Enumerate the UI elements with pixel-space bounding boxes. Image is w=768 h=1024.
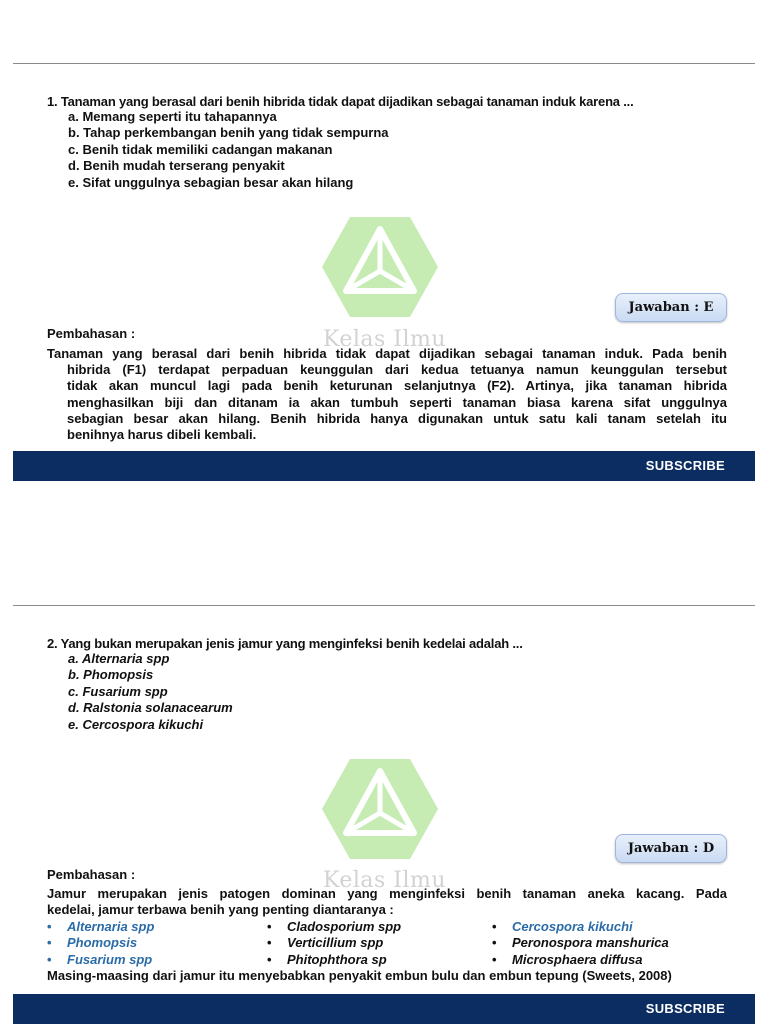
discussion-label-2: Pembahasan :	[47, 867, 136, 882]
fungi-item: • Alternaria spp	[47, 919, 155, 934]
subscribe-button[interactable]: SUBSCRIBE	[645, 1001, 725, 1016]
middle-divider	[13, 605, 755, 606]
fungi-item: • Cladosporium spp	[267, 919, 402, 934]
fungi-item: • Phomopsis	[47, 935, 138, 951]
option-e[interactable]: e. Sifat unggulnya sebagian besar akan hilang	[68, 174, 354, 190]
fungi-name: Fusarium spp	[67, 951, 153, 967]
fungi-list	[47, 919, 737, 969]
option-c[interactable]: c. Benih tidak memiliki cadangan makanan	[68, 141, 333, 157]
subscribe-bar-2	[13, 994, 755, 1024]
discussion-label-1: Pembahasan :	[47, 326, 136, 341]
option-d[interactable]: d. Benih mudah terserang penyakit	[68, 158, 285, 174]
options-list-1	[68, 109, 389, 191]
fungi-name: Cercospora kikuchi	[512, 919, 633, 934]
discussion-line: kedelai, jamur terbawa benih yang penting diantaranya :	[47, 902, 394, 918]
discussion-line: Jamur merupakan jenis patogen dominan yang menginfeksi benih tanaman aneka kacang. Pada	[47, 886, 727, 901]
fungi-item: • Phitophthora sp	[267, 951, 387, 967]
watermark-text: Kelas Ilmu	[323, 868, 447, 893]
discussion-line: tidak akan muncul lagi pada benih keturunan selanjutnya (F2). Artinya, jika tanaman hibrida	[67, 378, 727, 394]
question-2: 2. Yang bukan merupakan jenis jamur yang menginfeksi benih kedelai adalah ...	[47, 636, 523, 651]
kelas-ilmu-logo-icon	[322, 757, 438, 861]
fungi-item: • Fusarium spp	[47, 951, 153, 967]
fungi-name: Phomopsis	[67, 935, 138, 951]
fungi-name: Cladosporium spp	[287, 919, 402, 934]
discussion-text-2	[47, 886, 727, 918]
kelas-ilmu-logo-icon	[322, 215, 438, 319]
option-e[interactable]: e. Cercospora kikuchi	[68, 716, 204, 732]
discussion-line: Tanaman yang berasal dari benih hibrida tidak dapat dijadikan sebagai tanaman induk. Pada benih	[47, 346, 727, 361]
answer-badge-1: Jawaban : E	[615, 293, 727, 322]
subscribe-bar-1	[13, 451, 755, 481]
options-list-2	[68, 651, 233, 733]
fungi-item: • Cercospora kikuchi	[492, 919, 633, 934]
fungi-item: • Verticillium spp	[267, 935, 384, 951]
option-d[interactable]: d. Ralstonia solanacearum	[68, 700, 233, 716]
option-a[interactable]: a. Alternaria spp	[68, 651, 170, 666]
fungi-name: Alternaria spp	[67, 919, 155, 934]
option-a[interactable]: a. Memang seperti itu tahapannya	[68, 109, 277, 124]
conclusion-text: Masing-maasing dari jamur itu menyebabkan penyakit embun bulu dan embun tepung (Sweets, 2008)	[47, 968, 672, 983]
subscribe-button[interactable]: SUBSCRIBE	[645, 458, 725, 473]
question-1: 1. Tanaman yang berasal dari benih hibrida tidak dapat dijadikan sebagai tanaman induk karena ...	[47, 94, 634, 109]
discussion-line: sebagian besar akan hilang. Benih hibrida hanya digunakan untuk satu kali tanam setelah itu	[67, 410, 727, 426]
fungi-name: Peronospora manshurica	[512, 935, 669, 951]
discussion-line: hibrida (F1) terdapat perpaduan keunggulan dari kedua tetuanya namun keunggulan tersebut	[67, 362, 727, 378]
discussion-line: menghasilkan biji dan ditanam ia akan tumbuh seperti tanaman biasa karena sifat unggulnya	[67, 394, 727, 410]
fungi-name: Verticillium spp	[287, 935, 384, 951]
top-divider	[13, 63, 755, 64]
fungi-item: • Microsphaera diffusa	[492, 951, 643, 967]
option-b[interactable]: b. Tahap perkembangan benih yang tidak sempurna	[68, 125, 389, 141]
watermark-text: Kelas Ilmu	[323, 327, 447, 352]
discussion-line: benihnya harus dibeli kembali.	[67, 427, 257, 443]
fungi-name: Phitophthora sp	[287, 951, 387, 967]
fungi-item: • Peronospora manshurica	[492, 935, 669, 951]
discussion-text-1	[47, 346, 727, 443]
fungi-name: Microsphaera diffusa	[512, 951, 643, 967]
answer-badge-2: Jawaban : D	[615, 834, 727, 863]
option-b[interactable]: b. Phomopsis	[68, 667, 154, 683]
option-c[interactable]: c. Fusarium spp	[68, 683, 168, 699]
